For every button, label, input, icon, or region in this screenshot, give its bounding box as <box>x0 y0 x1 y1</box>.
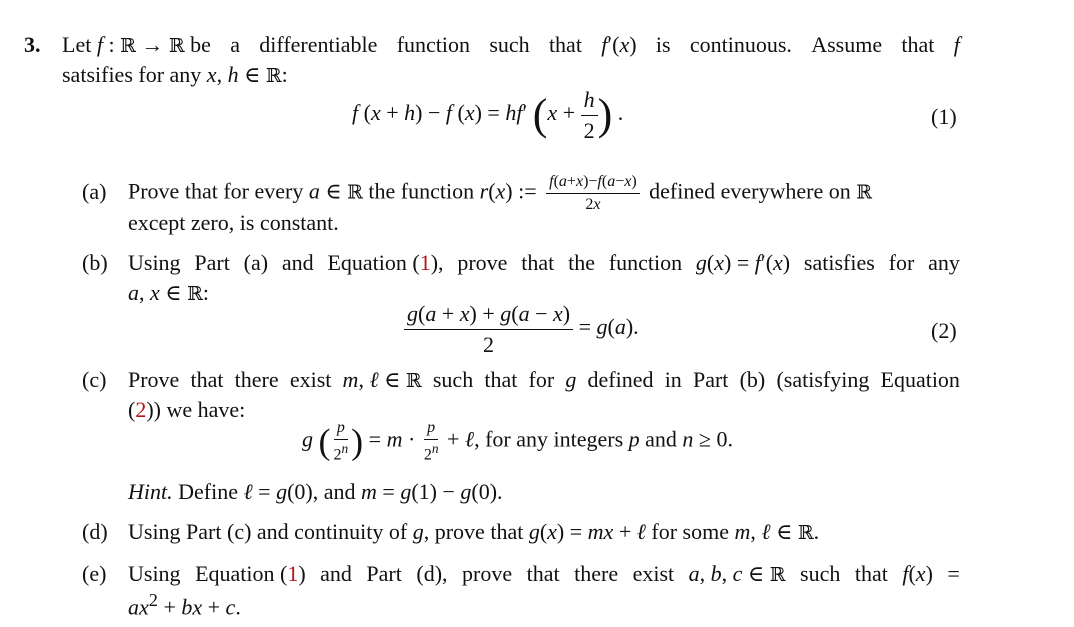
part-c-equation: g ( $\frac{p}{2^n}$ ) = m · $\frac{p}{2^n}$ + ℓ, for any integers p and n ≥ 0. <box>302 419 733 464</box>
equation-2: $\frac{g(a + x) + g(a - x)}{2}$ = g(a). <box>404 300 639 358</box>
problem-number: 3. <box>24 32 41 57</box>
part-b-line-1: Using Part (a) and Equation (1), prove that the function g(x) = f′(x) satisfies for any <box>128 250 960 275</box>
part-a-line-2: except zero, is constant. <box>128 210 339 235</box>
equation-2-label: (2) <box>931 318 957 343</box>
part-c-line-2: (2)) we have: <box>128 397 246 422</box>
part-c-line-1: Prove that there exist m, ℓ ∈ ℝ such that for g defined in Part (b) (satisfying Equation <box>128 367 960 392</box>
part-b-label: (b) <box>82 250 108 275</box>
part-b-line-2: a, x ∈ ℝ: <box>128 280 209 305</box>
part-d-text: Using Part (c) and continuity of g, prove that g(x) = mx + ℓ for some m, ℓ ∈ ℝ. <box>128 519 820 544</box>
part-a-line-1: Prove that for every a ∈ ℝ the function r(x) := $\frac{f(a+x)-f(a-x)}{2x}$ defined everywhere on ℝ <box>128 173 873 213</box>
part-a-label: (a) <box>82 179 107 204</box>
part-e-line-1: Using Equation (1) and Part (d), prove that there exist a, b, c ∈ ℝ such that f(x) = <box>128 561 960 586</box>
equation-2-ref[interactable]: 2 <box>135 397 147 422</box>
part-d-label: (d) <box>82 519 108 544</box>
part-c-hint: Hint. Define ℓ = g(0), and m = g(1) − g(0). <box>128 479 503 504</box>
part-c-label: (c) <box>82 367 107 392</box>
part-e-label: (e) <box>82 561 107 586</box>
problem-intro-line-1: Let f : ℝ → ℝ be a differentiable function such that f′(x) is continuous. Assume that f <box>62 32 960 57</box>
equation-1: f (x + h) − f (x) = hf′ (x + $\frac{h}{2}$ ) . <box>352 87 624 143</box>
part-e-line-2: $ax^2$ + bx + c. <box>128 590 241 620</box>
problem-intro-line-2: satsifies for any x, h ∈ ℝ: <box>62 62 288 87</box>
equation-1-label: (1) <box>931 104 957 129</box>
